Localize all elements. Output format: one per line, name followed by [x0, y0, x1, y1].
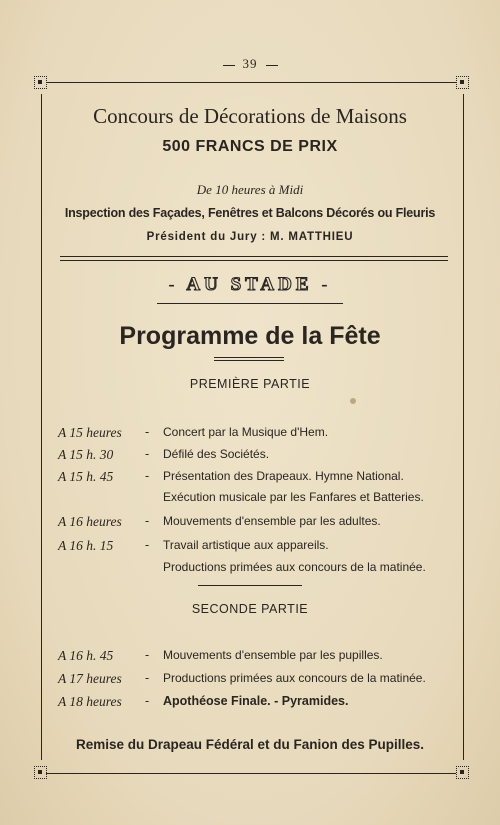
corner-ornament-bottom-left [34, 766, 47, 779]
schedule-description: Apothéose Finale. - Pyramides. [163, 694, 349, 708]
venue-name: AU STADE [186, 274, 313, 295]
corner-ornament-top-right [456, 76, 469, 89]
schedule-dash: - [145, 447, 150, 461]
schedule-row [0, 671, 500, 693]
schedule-row [0, 490, 500, 512]
schedule-time: A 16 heures [58, 514, 122, 529]
contest-inspection: Inspection des Façades, Fenêtres et Balcons Décorés ou Fleuris [64, 206, 436, 220]
part2-heading: SECONDE PARTIE [191, 602, 309, 616]
corner-ornament-top-left [34, 76, 47, 89]
section-divider-double [60, 256, 448, 261]
schedule-time: A 17 heures [58, 671, 122, 686]
schedule-row [0, 648, 500, 670]
schedule-description: Mouvements d'ensemble par les adultes. [163, 514, 381, 528]
schedule-time: A 16 h. 45 [58, 648, 114, 663]
programme-underline [214, 357, 284, 361]
part1-heading: PREMIÈRE PARTIE [189, 377, 311, 391]
frame-bottom-border [46, 773, 456, 774]
schedule-time: A 18 heures [58, 694, 122, 709]
schedule-dash: - [145, 538, 150, 552]
page-number-value: 39 [242, 56, 258, 71]
corner-ornament-bottom-right [456, 766, 469, 779]
schedule-dash: - [145, 648, 150, 662]
schedule-row [0, 560, 500, 582]
schedule-description: Productions primées aux concours de la matinée. [163, 671, 426, 685]
schedule-description: Mouvements d'ensemble par les pupilles. [163, 648, 383, 662]
part-separator [198, 585, 302, 586]
schedule-dash: - [145, 514, 150, 528]
page-number-left-rule [223, 65, 235, 66]
schedule-row [0, 514, 500, 536]
schedule-description: Exécution musicale par les Fanfares et Batteries. [163, 490, 424, 504]
contest-prize: 500 FRANCS DE PRIX [162, 138, 338, 155]
closing-line: Remise du Drapeau Fédéral et du Fanion des Pupilles. [75, 737, 425, 752]
schedule-row [0, 469, 500, 491]
schedule-dash: - [145, 425, 150, 439]
schedule-dash: - [145, 694, 150, 708]
venue-heading [0, 274, 500, 296]
schedule-description: Défilé des Sociétés. [163, 447, 270, 461]
venue-dash-left: - [168, 274, 179, 295]
schedule-description: Présentation des Drapeaux. Hymne National. [163, 469, 404, 483]
schedule-dash: - [145, 469, 150, 483]
schedule-time: A 15 heures [58, 425, 122, 440]
schedule-time: A 15 h. 45 [58, 469, 114, 484]
schedule-row [0, 425, 500, 447]
schedule-row [0, 694, 500, 716]
page-number [0, 56, 500, 72]
programme-title: Programme de la Fête [119, 322, 381, 350]
contest-time: De 10 heures à Midi [196, 182, 304, 197]
schedule-time: A 16 h. 15 [58, 538, 114, 553]
venue-dash-right: - [321, 274, 332, 295]
contest-title: Concours de Décorations de Maisons [93, 104, 407, 128]
venue-underline [157, 303, 343, 304]
schedule-description: Travail artistique aux appareils. [163, 538, 329, 552]
schedule-row [0, 447, 500, 469]
schedule-time: A 15 h. 30 [58, 447, 114, 462]
frame-top-border [46, 82, 456, 83]
schedule-dash: - [145, 671, 150, 685]
page-number-right-rule [266, 65, 278, 66]
schedule-description: Concert par la Musique d'Hem. [163, 425, 329, 439]
schedule-row [0, 538, 500, 560]
contest-jury: Président du Jury : M. MATTHIEU [146, 231, 354, 243]
paper-stain [350, 398, 356, 404]
schedule-description: Productions primées aux concours de la matinée. [163, 560, 426, 574]
